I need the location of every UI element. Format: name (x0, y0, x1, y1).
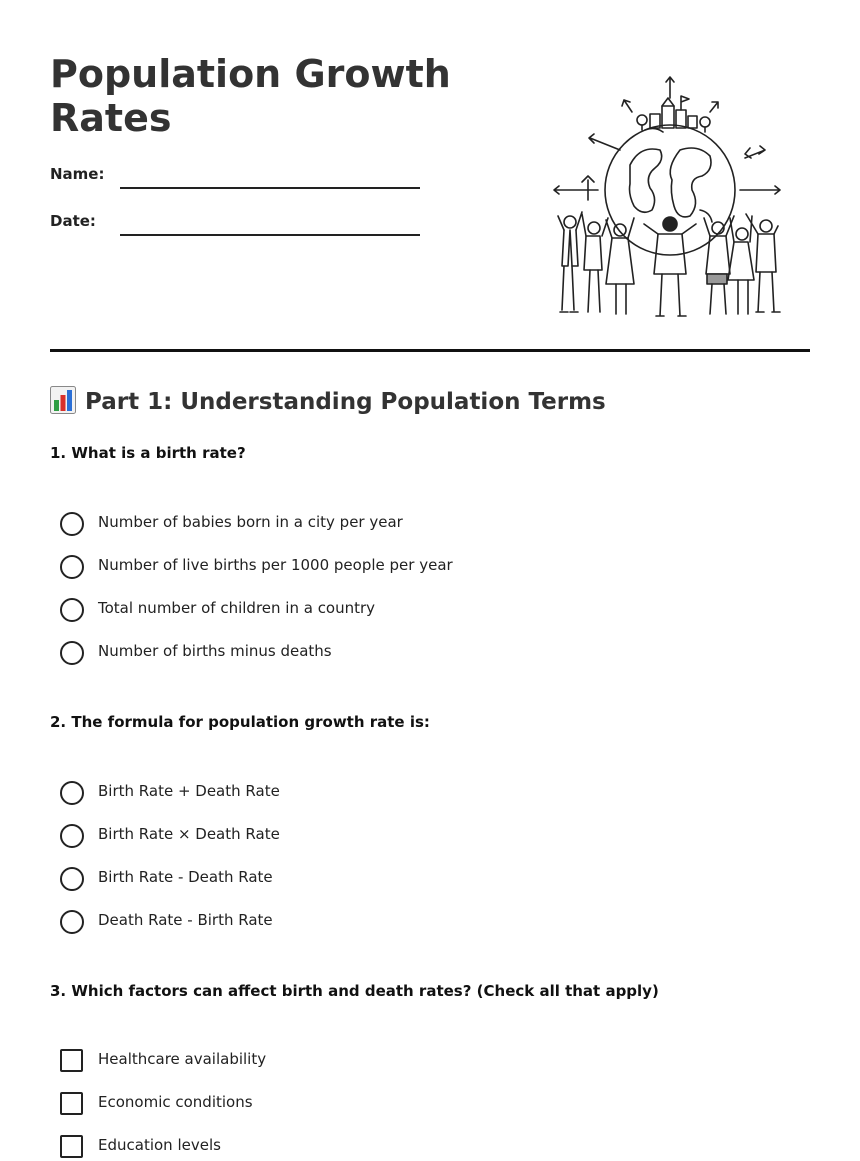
date-field[interactable] (50, 209, 420, 235)
globe-with-people-holding-hands-icon (550, 70, 790, 325)
option-label: Birth Rate + Death Rate (98, 782, 280, 800)
question-3: 3. Which factors can affect birth and death rates? (Check all that apply) (50, 982, 659, 1000)
name-write-line[interactable] (120, 187, 420, 189)
date-label: Date: (50, 212, 96, 230)
checkbox[interactable] (60, 1092, 83, 1115)
q2-option-4[interactable] (60, 909, 660, 935)
date-write-line[interactable] (120, 234, 420, 236)
checkbox[interactable] (60, 1049, 83, 1072)
radio-button[interactable] (60, 598, 84, 622)
worksheet-header (50, 0, 810, 352)
bar-chart-icon (50, 386, 76, 414)
radio-button[interactable] (60, 641, 84, 665)
radio-button[interactable] (60, 910, 84, 934)
radio-button[interactable] (60, 781, 84, 805)
q1-option-2[interactable] (60, 554, 660, 580)
header-divider (50, 349, 810, 352)
q3-option-3[interactable] (60, 1134, 660, 1160)
worksheet-page (50, 0, 810, 1154)
name-label: Name: (50, 165, 105, 183)
q2-option-2[interactable] (60, 823, 660, 849)
page-title: Population Growth Rates (50, 52, 451, 140)
option-label: Death Rate - Birth Rate (98, 911, 273, 929)
radio-button[interactable] (60, 824, 84, 848)
option-label: Birth Rate - Death Rate (98, 868, 273, 886)
question-1: 1. What is a birth rate? (50, 444, 246, 462)
q3-option-1[interactable] (60, 1048, 660, 1074)
option-label: Number of live births per 1000 people per year (98, 556, 453, 574)
q1-option-3[interactable] (60, 597, 660, 623)
option-label: Healthcare availability (98, 1050, 267, 1068)
checkbox[interactable] (60, 1135, 83, 1158)
radio-button[interactable] (60, 867, 84, 891)
option-label: Economic conditions (98, 1093, 253, 1111)
option-label: Education levels (98, 1136, 221, 1154)
name-field[interactable] (50, 162, 420, 188)
q3-option-2[interactable] (60, 1091, 660, 1117)
section-title-part1 (50, 386, 606, 415)
q1-option-1[interactable] (60, 511, 660, 537)
q2-option-3[interactable] (60, 866, 660, 892)
option-label: Number of births minus deaths (98, 642, 332, 660)
option-label: Total number of children in a country (98, 599, 376, 617)
radio-button[interactable] (60, 555, 84, 579)
section-title-text: Part 1: Understanding Population Terms (85, 389, 606, 415)
q2-option-1[interactable] (60, 780, 660, 806)
radio-button[interactable] (60, 512, 84, 536)
question-2: 2. The formula for population growth rate is: (50, 713, 430, 731)
option-label: Number of babies born in a city per year (98, 513, 403, 531)
option-label: Birth Rate × Death Rate (98, 825, 280, 843)
q1-option-4[interactable] (60, 640, 660, 666)
